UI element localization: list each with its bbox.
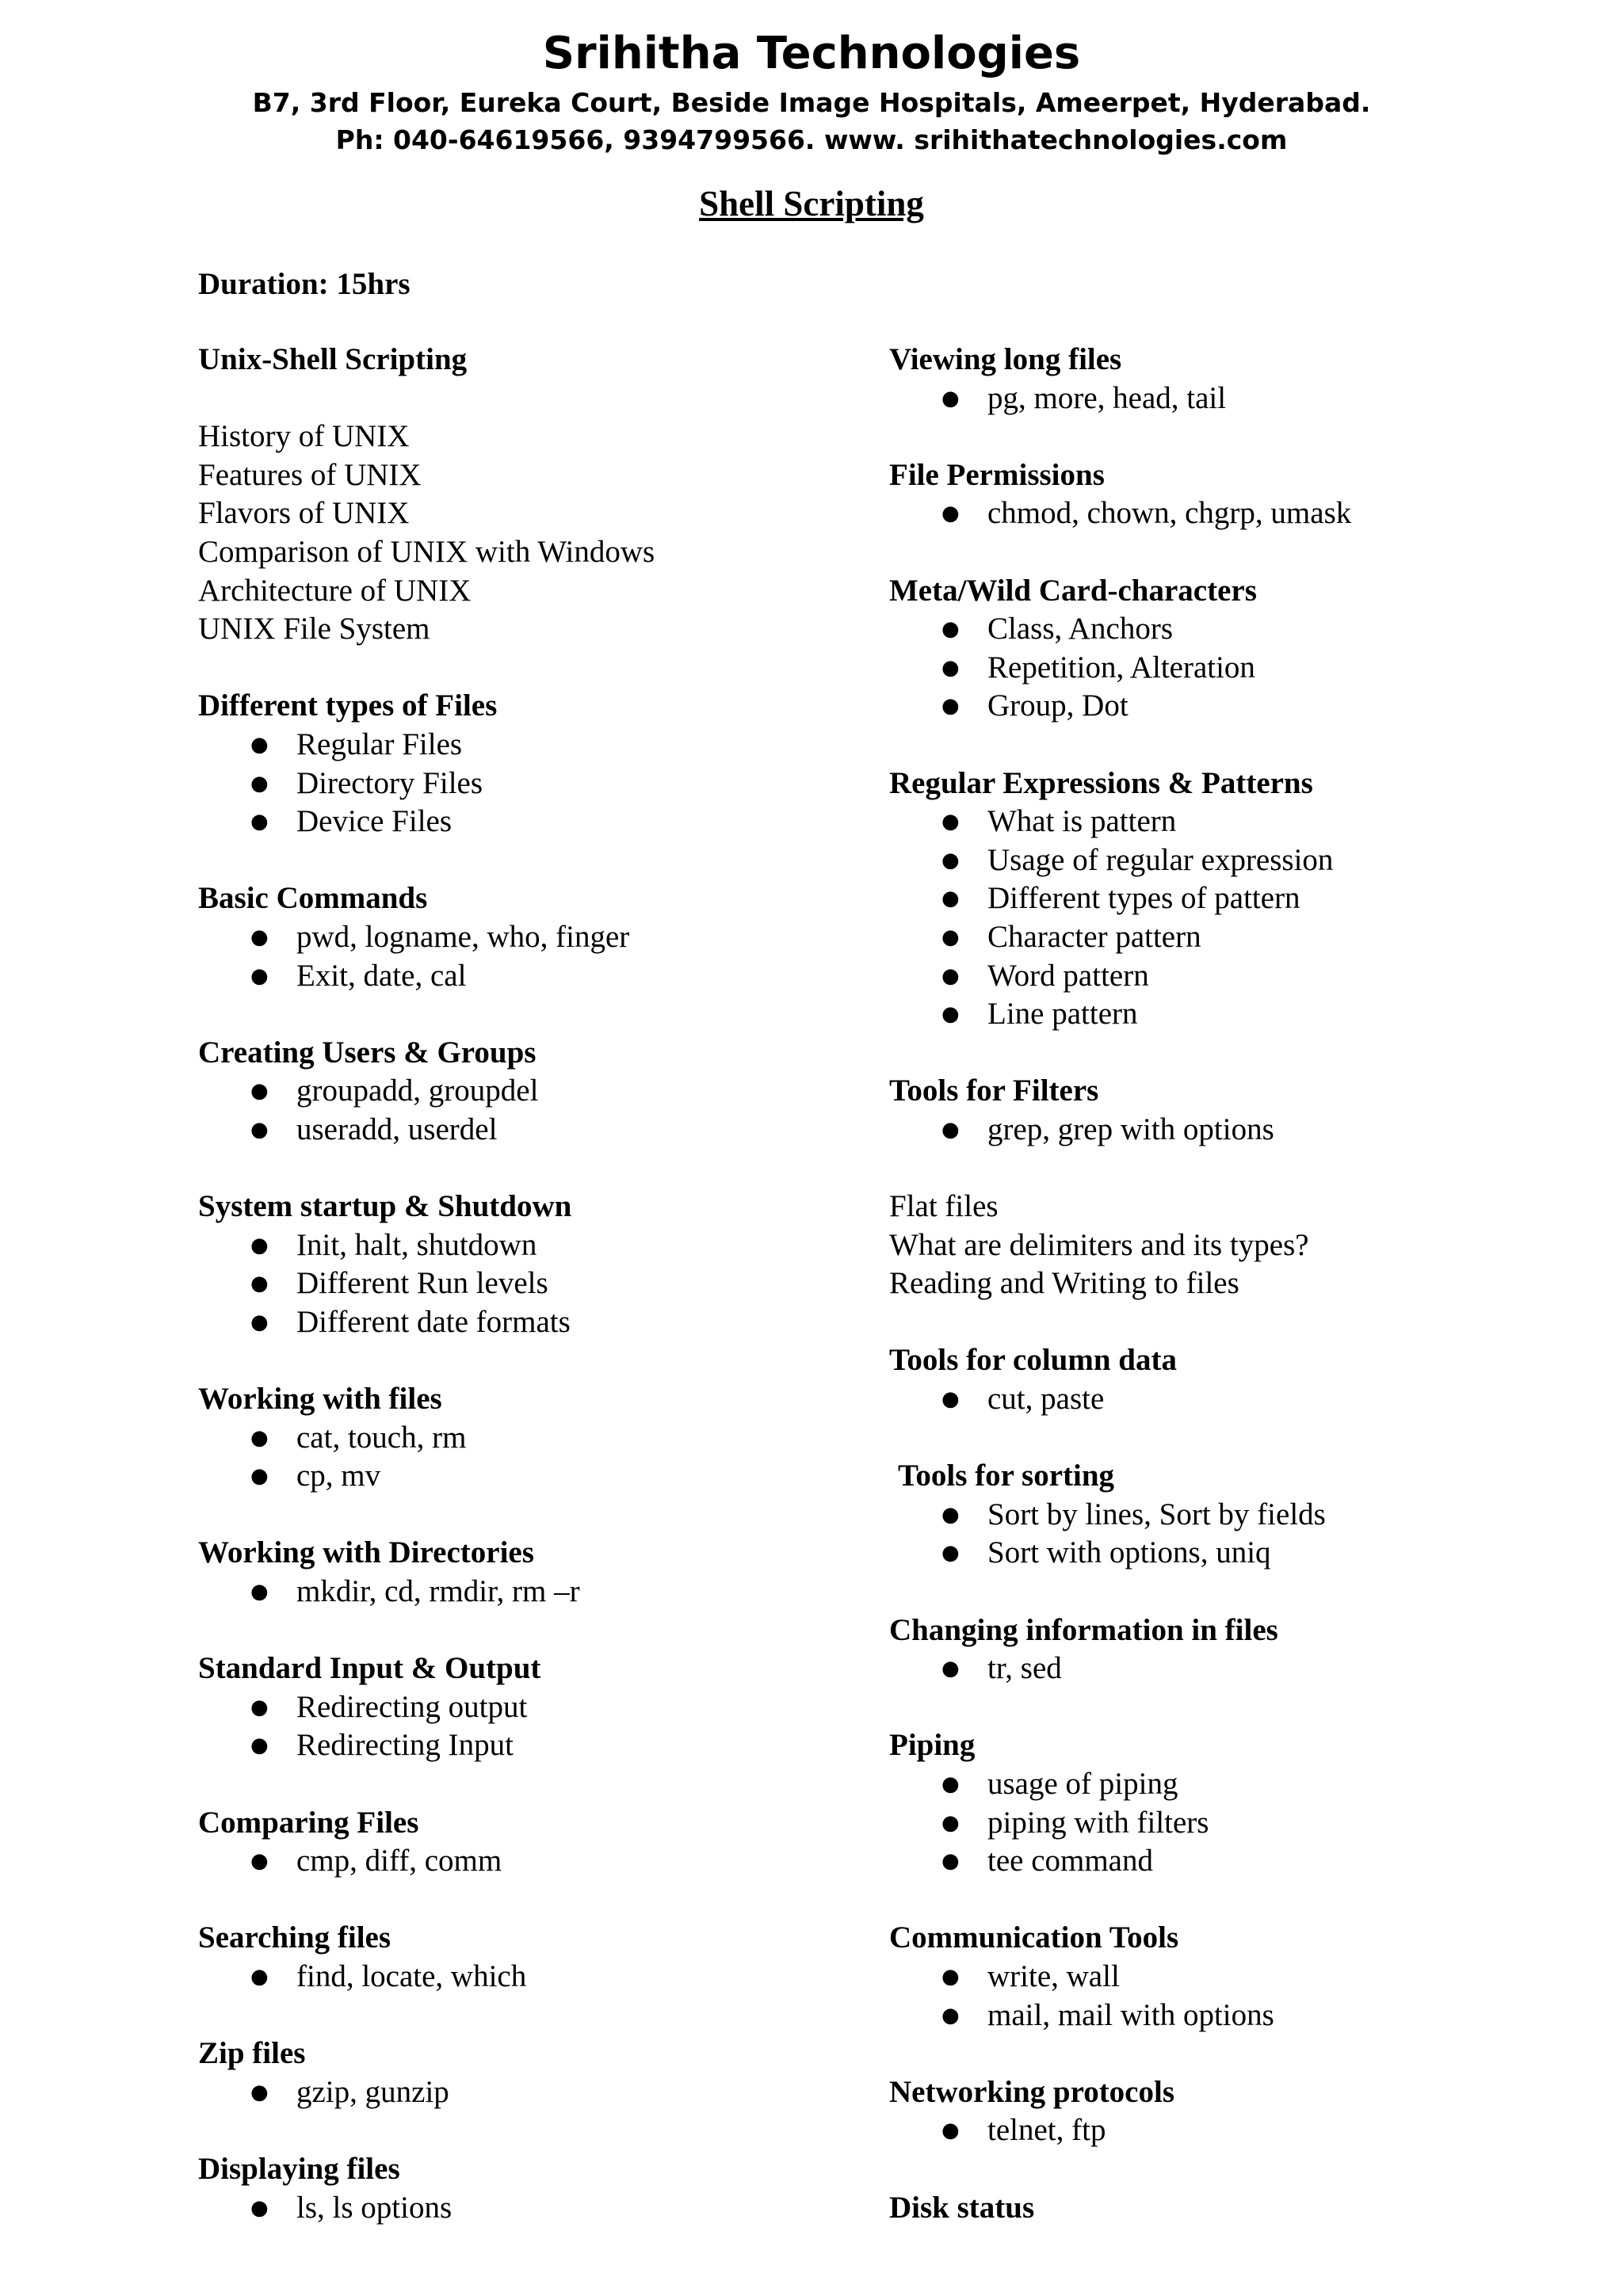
topic-list [889,1380,1587,1419]
list-item-text: cmp, diff, comm [296,1844,502,1878]
topic-list [198,726,848,841]
list-item-text: cut, paste [987,1382,1105,1417]
intro-line: History of UNIX [198,419,410,454]
list-item [889,803,1587,841]
bullet-icon: ● [941,2003,960,2027]
topic-section [889,572,1587,726]
list-item [198,1419,848,1458]
topic-section [889,765,1587,1034]
bullet-icon: ● [941,386,960,410]
list-item [198,918,848,957]
section-title: Tools for Filters [889,1074,1099,1108]
list-item-text: Init, halt, shutdown [296,1227,537,1262]
topic-list [889,1496,1587,1573]
list-item-text: piping with filters [987,1805,1209,1840]
list-item [198,1842,848,1881]
topic-section [889,1072,1587,1149]
topic-section [889,1726,1587,1880]
company-contact: Ph: 040-64619566, 9394799566. www. srihithatechnologies.com [335,124,1288,155]
bullet-icon: ● [941,2119,960,2143]
bullet-icon: ● [250,1425,269,1450]
list-item [889,1380,1587,1419]
bullet-icon: ● [250,1079,269,1104]
list-item-text: cp, mv [296,1459,381,1493]
topic-section [198,1534,848,1611]
topic-list [198,1958,848,1997]
bullet-icon: ● [941,655,960,680]
list-item-text: grep, grep with options [987,1112,1274,1146]
topic-list [198,1419,848,1496]
document-header [0,24,1623,158]
list-item [889,610,1587,649]
bullet-icon: ● [941,848,960,872]
flat-line: Flat files [889,1189,999,1224]
list-item [889,995,1587,1034]
topic-section [889,456,1587,533]
bullet-icon: ● [941,1810,960,1835]
topic-section [889,1919,1587,2035]
list-item [889,1958,1587,1997]
bullet-icon: ● [941,1541,960,1566]
list-item-text: Sort by lines, Sort by fields [987,1497,1326,1531]
section-title: Piping [889,1728,976,1763]
list-item [198,1226,848,1265]
bullet-icon: ● [941,810,960,834]
topic-list [889,803,1587,1034]
topic-list [889,1650,1587,1688]
intro-line: Comparison of UNIX with Windows [198,534,655,569]
topic-list [198,2189,848,2228]
topic-list [198,1688,848,1765]
section-title: Regular Expressions & Patterns [889,765,1313,800]
bullet-icon: ● [250,1464,269,1489]
list-item [198,1303,848,1342]
list-item-text: telnet, ftp [987,2113,1106,2148]
bullet-icon: ● [250,2080,269,2104]
topic-section [198,687,848,841]
list-item [889,1765,1587,1804]
topic-section [198,1919,848,1996]
topic-list [889,1958,1587,2035]
list-item [198,1457,848,1496]
bullet-icon: ● [941,1849,960,1874]
intro-line: Flavors of UNIX [198,496,410,531]
bullet-icon: ● [941,1502,960,1527]
bullet-icon: ● [250,1849,269,1874]
list-item-text: write, wall [987,1958,1120,1993]
bullet-icon: ● [250,1233,269,1257]
section-title: Zip files [198,2036,306,2071]
list-item [198,2073,848,2112]
topic-list [889,379,1587,418]
list-item-text: cat, touch, rm [296,1420,467,1455]
intro-line: Features of UNIX [198,457,422,492]
list-item-text: find, locate, which [296,1958,527,1993]
bullet-icon: ● [250,1733,269,1758]
list-item-text: What is pattern [987,804,1177,839]
list-item [889,841,1587,880]
topic-section [198,1380,848,1496]
topic-list [198,1842,848,1881]
section-title: Comparing Files [198,1805,419,1840]
section-title: Networking protocols [889,2074,1175,2109]
bullet-icon: ● [941,694,960,719]
bullet-icon: ● [941,1117,960,1142]
list-item-text: Exit, date, cal [296,958,467,993]
section-title: Viewing long files [889,342,1122,376]
section-title: Meta/Wild Card-characters [889,573,1257,608]
course-title [0,181,1623,227]
topic-section [889,1457,1587,1573]
list-item-text: Group, Dot [987,688,1128,723]
list-item [198,726,848,765]
list-item-text: Different Run levels [296,1266,548,1301]
bullet-icon: ● [250,963,269,988]
bullet-icon: ● [250,771,269,795]
topic-section [198,1188,848,1341]
topic-list [198,2073,848,2112]
right-sections-2 [889,1341,1587,2227]
right-sections [889,341,1587,1149]
list-item-text: Word pattern [987,958,1149,993]
company-name: Srihitha Technologies [542,28,1081,79]
intro-title: Unix-Shell Scripting [198,342,468,376]
bullet-icon: ● [250,1580,269,1604]
bullet-icon: ● [941,1772,960,1796]
list-item-text: Character pattern [987,919,1201,954]
bullet-icon: ● [250,2195,269,2220]
list-item [198,803,848,841]
topic-list [889,610,1587,726]
section-title: Creating Users & Groups [198,1035,537,1070]
list-item-text: pg, more, head, tail [987,380,1227,415]
list-item [889,918,1587,957]
bullet-icon: ● [941,925,960,949]
topic-list [198,1072,848,1149]
left-column [198,341,848,2266]
list-item-text: Line pattern [987,997,1138,1032]
right-column [889,341,1587,2266]
topic-section [198,2035,848,2111]
list-item-text: Regular Files [296,727,463,761]
topic-list [198,1573,848,1611]
list-item [889,379,1587,418]
list-item-text: mail, mail with options [987,1997,1274,2032]
intro-lines [198,418,848,649]
list-item-text: Usage of regular expression [987,842,1334,877]
section-title: Working with files [198,1382,442,1417]
topic-section [889,2189,1587,2228]
section-title: Searching files [198,1920,391,1955]
list-item [198,1958,848,1997]
section-title: Different types of Files [198,688,498,723]
list-item-text: useradd, userdel [296,1112,498,1146]
section-title: Communication Tools [889,1920,1179,1955]
topic-section [198,1650,848,1765]
bullet-icon: ● [250,1117,269,1142]
section-title: Tools for column data [889,1343,1177,1378]
section-title: Disk status [889,2190,1035,2225]
section-title: Working with Directories [198,1535,534,1570]
section-title: Displaying files [198,2151,400,2186]
list-item [198,2189,848,2228]
bullet-icon: ● [250,1310,269,1334]
list-item [198,1573,848,1611]
topic-section [889,1341,1587,1418]
section-title: Changing information in files [889,1612,1278,1647]
bullet-icon: ● [941,963,960,988]
section-title: Standard Input & Output [198,1651,541,1686]
intro-block [198,341,848,379]
left-sections [198,687,848,2227]
list-item [889,1534,1587,1573]
list-item-text: Sort with options, uniq [987,1535,1271,1570]
company-address: B7, 3rd Floor, Eureka Court, Beside Image Hospitals, Ameerpet, Hyderabad. [252,87,1371,118]
list-item [198,1072,848,1111]
section-title: System startup & Shutdown [198,1189,572,1224]
list-item [198,1111,848,1150]
list-item-text: Class, Anchors [987,612,1173,646]
list-item-text: gzip, gunzip [296,2074,449,2109]
topic-section [889,341,1587,418]
bullet-icon: ● [941,1387,960,1412]
intro-line: Architecture of UNIX [198,573,472,608]
list-item-text: Different date formats [296,1304,571,1339]
topic-section [198,1804,848,1881]
topic-section [198,1034,848,1150]
topic-section [889,2073,1587,2150]
list-item [889,494,1587,533]
bullet-icon: ● [250,810,269,834]
list-item [889,879,1587,918]
topic-list [198,1226,848,1342]
list-item [889,687,1587,726]
list-item-text: ls, ls options [296,2190,453,2225]
bullet-icon: ● [941,887,960,911]
list-item-text: Directory Files [296,765,483,800]
flat-line: What are delimiters and its types? [889,1227,1309,1262]
list-item [889,1111,1587,1150]
bullet-icon: ● [250,925,269,949]
bullet-icon: ● [250,1964,269,1989]
list-item [889,2111,1587,2150]
list-item-text: Redirecting Input [296,1728,514,1763]
topic-list [889,1111,1587,1150]
list-item [889,1496,1587,1535]
list-item-text: tee command [987,1844,1153,1878]
list-item [889,649,1587,688]
bullet-icon: ● [941,502,960,526]
course-duration: Duration: 15hrs [198,267,411,301]
list-item [889,957,1587,996]
list-item-text: tr, sed [987,1651,1062,1686]
flat-files-block [889,1188,1587,1303]
bullet-icon: ● [250,732,269,757]
list-item [889,1650,1587,1688]
bullet-icon: ● [250,1272,269,1296]
list-item [198,1726,848,1765]
topic-list [889,1765,1587,1881]
bullet-icon: ● [941,1657,960,1681]
intro-line: UNIX File System [198,612,430,646]
list-item [889,1804,1587,1843]
list-item [198,1688,848,1727]
list-item-text: usage of piping [987,1766,1178,1801]
topic-list [889,494,1587,533]
topic-section [198,2150,848,2227]
topic-list [198,918,848,995]
bullet-icon: ● [250,1695,269,1719]
list-item [198,765,848,803]
list-item-text: chmod, chown, chgrp, umask [987,496,1352,531]
list-item [198,957,848,996]
bullet-icon: ● [941,1964,960,1989]
list-item [198,1264,848,1303]
topic-section [889,1611,1587,1688]
section-title: File Permissions [889,457,1105,492]
flat-line: Reading and Writing to files [889,1266,1239,1301]
topic-section [198,879,848,995]
list-item-text: Device Files [296,804,453,839]
list-item-text: Redirecting output [296,1689,528,1724]
list-item [889,1842,1587,1881]
section-title: Tools for sorting [898,1459,1115,1493]
list-item-text: Repetition, Alteration [987,650,1255,685]
list-item-text: groupadd, groupdel [296,1074,539,1108]
bullet-icon: ● [941,617,960,642]
list-item-text: Different types of pattern [987,881,1300,916]
section-title: Basic Commands [198,881,428,916]
list-item-text: mkdir, cd, rmdir, rm –r [296,1574,580,1608]
course-title-text: Shell Scripting [699,184,924,223]
list-item-text: pwd, logname, who, finger [296,919,630,954]
bullet-icon: ● [941,1002,960,1027]
list-item [889,1997,1587,2035]
topic-list [889,2111,1587,2150]
